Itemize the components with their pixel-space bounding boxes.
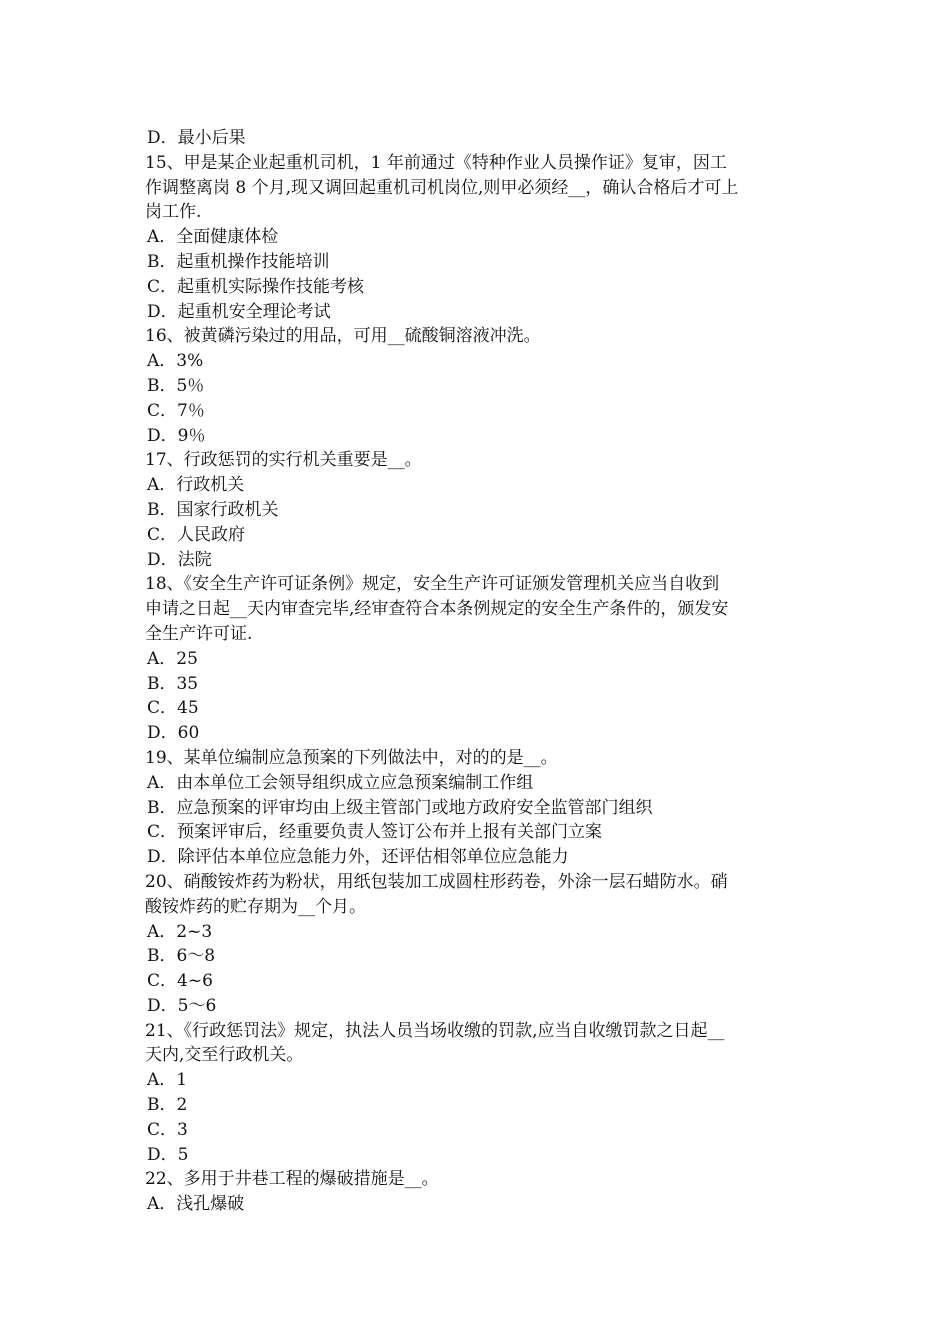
option-line: C．人民政府 bbox=[147, 524, 246, 545]
option-line: A．浅孔爆破 bbox=[147, 1194, 245, 1215]
question-15-line-2: 作调整离岗 8 个月,现又调回起重机司机岗位,则甲必须经__，确认合格后才可上 bbox=[145, 177, 739, 198]
option-line: D．除评估本单位应急能力外，还评估相邻单位应急能力 bbox=[147, 847, 569, 868]
option-line: C．预案评审后，经重要负责人签订公布并上报有关部门立案 bbox=[147, 822, 603, 843]
option-line: B．6～8 bbox=[147, 946, 216, 967]
option-line: C．起重机实际操作技能考核 bbox=[147, 276, 365, 297]
option-line: C．7％ bbox=[147, 400, 205, 421]
option-line: D．起重机安全理论考试 bbox=[147, 301, 331, 322]
option-line: A．25 bbox=[147, 648, 198, 669]
question-22-line-1: 22、多用于井巷工程的爆破措施是__。 bbox=[145, 1169, 439, 1190]
option-line: C．4~6 bbox=[147, 971, 213, 992]
option-line: B．2 bbox=[147, 1095, 188, 1116]
question-18-line-2: 申请之日起__天内审查完毕,经审查符合本条例规定的安全生产条件的，颁发安 bbox=[145, 599, 729, 620]
question-17-line-1: 17、行政惩罚的实行机关重要是__。 bbox=[145, 450, 422, 471]
option-line: D．60 bbox=[147, 723, 200, 744]
question-16-line-1: 16、被黄磷污染过的用品，可用__硫酸铜溶液冲洗。 bbox=[145, 326, 541, 347]
question-18-line-3: 全生产许可证. bbox=[145, 623, 253, 644]
document-page bbox=[145, 126, 810, 1217]
option-line: B．应急预案的评审均由上级主管部门或地方政府安全监管部门组织 bbox=[147, 797, 653, 818]
option-line: A．2~3 bbox=[147, 921, 213, 942]
question-18-line-1: 18、《安全生产许可证条例》规定，安全生产许可证颁发管理机关应当自收到 bbox=[145, 574, 720, 595]
option-line: A．全面健康体检 bbox=[147, 227, 279, 248]
option-line: B．35 bbox=[147, 673, 199, 694]
question-21-line-1: 21、《行政惩罚法》规定，执法人员当场收缴的罚款,应当自收缴罚款之日起__ bbox=[145, 1020, 725, 1041]
option-line: A．行政机关 bbox=[147, 475, 245, 496]
option-line: B．起重机操作技能培训 bbox=[147, 251, 330, 272]
option-line: A．由本单位工会领导组织成立应急预案编制工作组 bbox=[147, 772, 534, 793]
option-line: A．1 bbox=[147, 1070, 188, 1091]
question-21-line-2: 天内,交至行政机关。 bbox=[145, 1045, 304, 1066]
option-line: C．3 bbox=[147, 1119, 188, 1140]
question-20-line-2: 酸铵炸药的贮存期为__个月。 bbox=[145, 896, 366, 917]
option-line: D．5 bbox=[147, 1144, 189, 1165]
option-line: D．9％ bbox=[147, 425, 206, 446]
question-15-line-3: 岗工作. bbox=[145, 202, 202, 223]
option-line: D．法院 bbox=[147, 549, 212, 570]
option-line: A．3% bbox=[147, 351, 204, 372]
option-line: D．5～6 bbox=[147, 995, 217, 1016]
option-line: C．45 bbox=[147, 698, 199, 719]
question-20-line-1: 20、硝酸铵炸药为粉状，用纸包装加工成圆柱形药卷，外涂一层石蜡防水。硝 bbox=[145, 871, 728, 892]
option-line: B．5％ bbox=[147, 375, 205, 396]
question-19-line-1: 19、某单位编制应急预案的下列做法中，对的的是__。 bbox=[145, 747, 558, 768]
option-line: D．最小后果 bbox=[147, 128, 246, 148]
question-15-line-1: 15、甲是某企业起重机司机，1 年前通过《特种作业人员操作证》复审，因工 bbox=[145, 152, 727, 173]
option-line: B．国家行政机关 bbox=[147, 499, 279, 520]
